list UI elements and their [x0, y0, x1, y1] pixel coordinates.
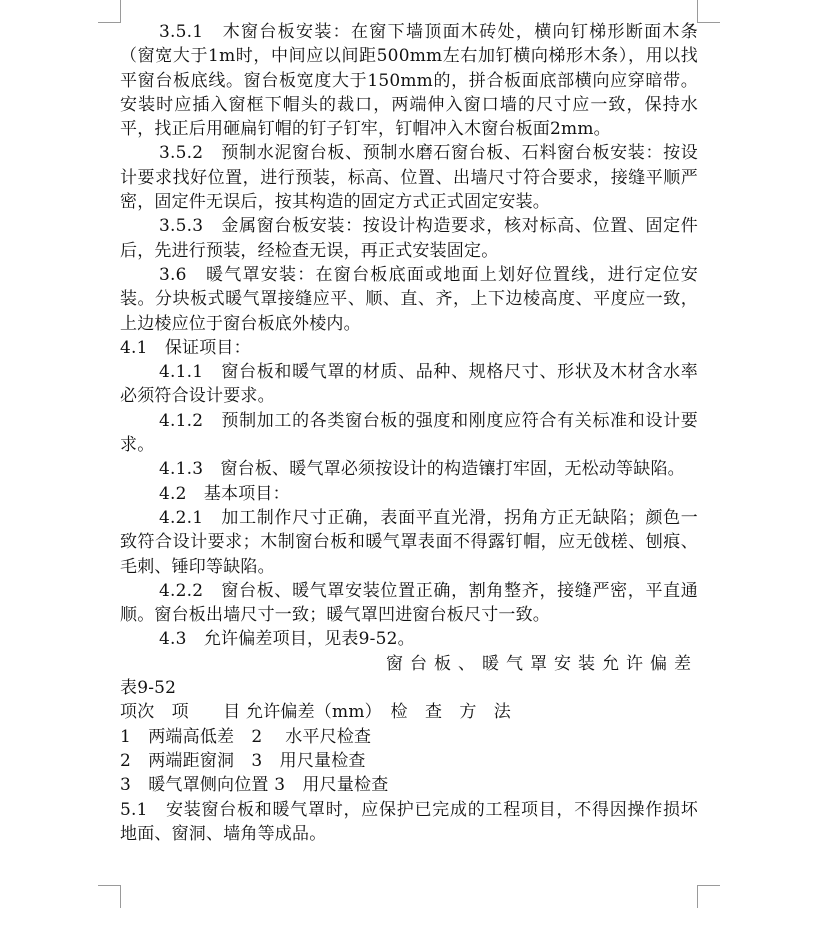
- corner-mark-top-right: [697, 0, 720, 23]
- corner-mark-top-left: [98, 0, 121, 23]
- table-caption-title: 窗台板、暖气罩安装允许偏差: [386, 653, 698, 674]
- paragraph-4-1-2: 4.1.2 预制加工的各类窗台板的强度和刚度应符合有关标准和设计要求。: [120, 410, 698, 456]
- paragraph-3-5-3: 3.5.3 金属窗台板安装：按设计构造要求，核对标高、位置、固定件后，先进行预装，经检查无误，再正式安装固定。: [120, 216, 698, 261]
- paragraph-3-6: 3.6 暖气罩安装：在窗台板底面或地面上划好位置线，进行定位安装。分块板式暖气罩接缝应平、顺、直、齐，上下边棱高度、平度应一致，上边棱应位于窗台板底外棱内。: [120, 264, 698, 334]
- table-row: 1 两端高低差 2 水平尺检查: [120, 726, 372, 747]
- heading-4-1: 4.1 保证项目：: [120, 337, 251, 358]
- paragraph-4-2-1: 4.2.1 加工制作尺寸正确，表面平直光滑，拐角方正无缺陷；颜色一致符合设计要求；木制窗台板和暖气罩表面不得露钉帽，应无戗槎、刨痕、毛刺、锤印等缺陷。: [120, 507, 698, 577]
- table-header-row: 项次 项 目 允许偏差（mm） 检 查 方 法: [120, 702, 511, 723]
- paragraph-4-3: 4.3 允许偏差项目，见表9-52。: [159, 629, 415, 650]
- paragraph-3-5-2: 3.5.2 预制水泥窗台板、预制水磨石窗台板、石料窗台板安装：按设计要求找好位置，进行预装，标高、位置、出墙尺寸符合要求，接缝平顺严密，固定件无误后，按其构造的固定方式正式固定安装。: [120, 143, 698, 213]
- table-caption-number: 表9-52: [120, 678, 177, 699]
- paragraph-4-1-3: 4.1.3 窗台板、暖气罩必须按设计的构造镶打牢固，无松动等缺陷。: [159, 459, 685, 480]
- corner-mark-bottom-left: [98, 885, 121, 908]
- heading-4-2: 4.2 基本项目：: [159, 483, 290, 504]
- paragraph-5-1: 5.1 安装窗台板和暖气罩时，应保护已完成的工程项目，不得因操作损坏地面、窗洞、墙角等成品。: [120, 799, 698, 844]
- paragraph-3-5-1: 3.5.1 木窗台板安装：在窗下墙顶面木砖处，横向钉梯形断面木条（窗宽大于1m时，中间应以间距500mm左右加钉横向梯形木条），用以找平窗台板底线。窗台板宽度大于150mm的，拼合板面底部横向应穿暗带。安装时应插入窗框下帽头的裁口，两端伸入窗口墙的尺寸应一致，保持水平，找正后用砸扁钉帽的钉子钉牢，钉帽冲入木窗台板面2mm。: [120, 22, 698, 140]
- table-row: 2 两端距窗洞 3 用尺量检查: [120, 750, 366, 771]
- paragraph-4-1-1: 4.1.1 窗台板和暖气罩的材质、品种、规格尺寸、形状及木材含水率必须符合设计要求。: [120, 362, 698, 407]
- table-row: 3 暖气罩侧向位置 3 用尺量检查: [120, 775, 389, 796]
- document-body: [120, 20, 698, 846]
- paragraph-4-2-2: 4.2.2 窗台板、暖气罩安装位置正确，割角整齐，接缝严密，平直通顺。窗台板出墙尺寸一致；暖气罩凹进窗台板尺寸一致。: [120, 580, 698, 626]
- corner-mark-bottom-right: [697, 885, 720, 908]
